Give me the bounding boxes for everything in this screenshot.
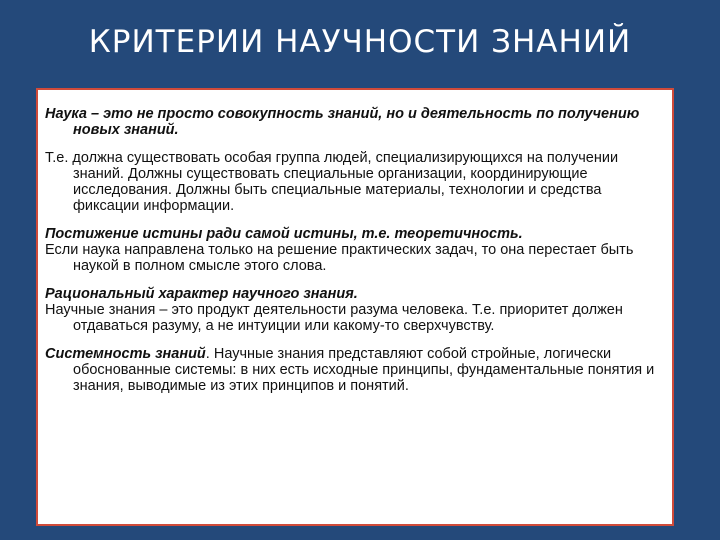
science-definition: Наука – это не просто совокупность знаний, но и деятельность по получению новых знаний. (45, 106, 640, 138)
theoreticity-heading: Постижение истины ради самой истины, т.е. теоретичность. (45, 226, 523, 242)
theoreticity-text: Если наука направлена только на решение практических задач, то она перестает быть наукой в полном смысле этого слова. (45, 242, 634, 274)
systematicity-text: . Научные знания представляют собой стройные, логически обоснованные системы: в них есть исходные принципы, фундаментальные понятия и знания, выводимые из этих принципов и понятий. (73, 346, 655, 394)
content-box (36, 88, 674, 526)
systematicity-paragraph (45, 346, 665, 394)
science-requirements: Т.е. должна существовать особая группа людей, специализирующихся на получении знаний. Должны существовать специальные организации, координирующие исследования. Должны быть специальные материалы, технологии и средства фиксации информации. (45, 150, 619, 214)
slide-title: КРИТЕРИИ НАУЧНОСТИ ЗНАНИЙ (88, 24, 632, 60)
rationality-heading: Рациональный характер научного знания. (45, 286, 358, 302)
rationality-text: Научные знания – это продукт деятельности разума человека. Т.е. приоритет должен отдаваться разуму, а не интуиции или какому-то сверхчувству. (45, 302, 623, 334)
systematicity-term: Системность знаний (45, 346, 206, 362)
